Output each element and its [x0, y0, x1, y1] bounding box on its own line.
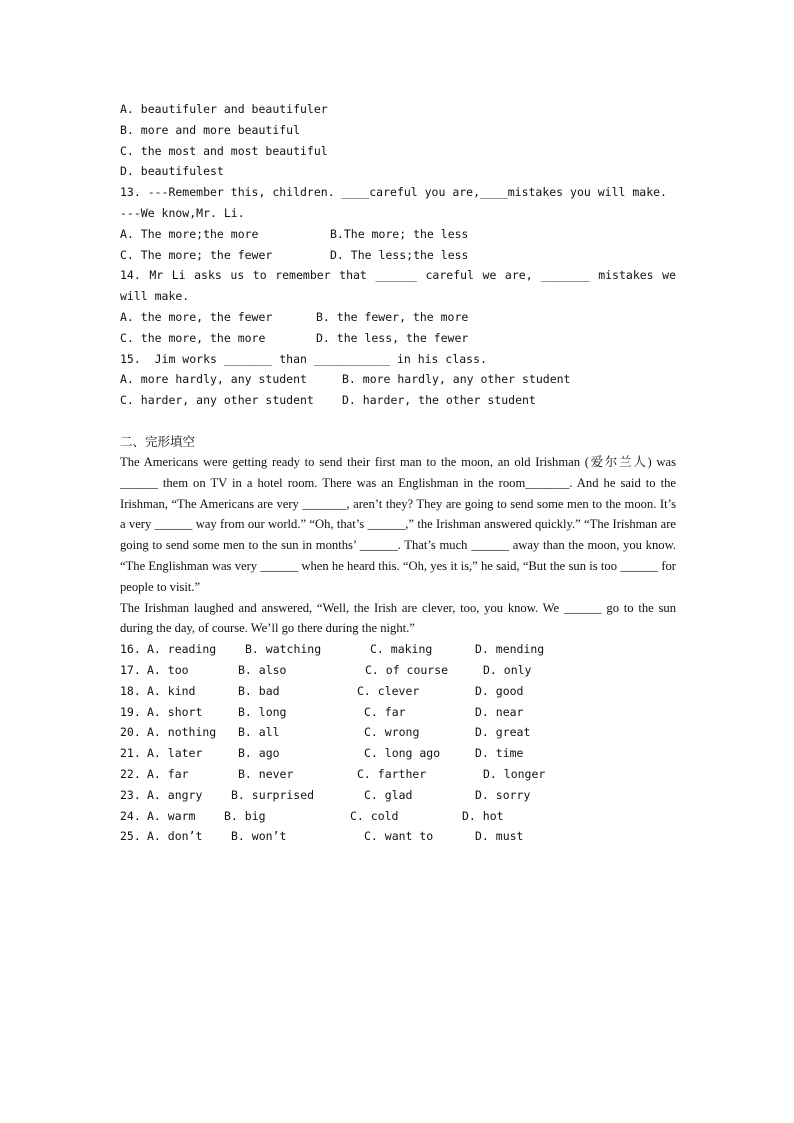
q15-option-b: B. more hardly, any other student	[342, 372, 571, 387]
option-d: D. only	[483, 662, 532, 677]
q14-options-row-2	[120, 328, 676, 349]
q14-stem: 14. Mr Li asks us to remember that ______ careful we are, _______ mistakes we will make.	[120, 268, 676, 304]
question-number: 20.	[120, 725, 141, 740]
question-number: 19.	[120, 704, 141, 719]
q14-option-b: B. the fewer, the more	[316, 309, 469, 324]
option-a: A. too	[147, 662, 189, 677]
q13-option-c: C. The more; the fewer	[120, 247, 273, 262]
q13-option-d: D. The less;the less	[330, 247, 469, 262]
q15-options-row-2	[120, 390, 676, 411]
option-b: B. bad	[238, 683, 280, 698]
section-gap	[120, 411, 676, 431]
q14-options-row-1	[120, 307, 676, 328]
option-d: D. sorry	[475, 787, 531, 802]
q14-option-c: C. the more, the more	[120, 330, 266, 345]
cloze-option-row	[120, 681, 676, 702]
option-a: A. nothing	[147, 725, 217, 740]
option-c: C. cold	[350, 808, 399, 823]
option-c: C. far	[364, 704, 406, 719]
option-a: A. far	[147, 766, 189, 781]
option-a: A. later	[147, 746, 203, 761]
option-a: A. don’t	[147, 829, 203, 844]
question-number: 17.	[120, 662, 141, 677]
option-d: D. longer	[483, 766, 546, 781]
cloze-passage-paragraph-1: The Americans were getting ready to send their first man to the moon, an old Irishman (爱尔兰人) was ______ them on TV in a hotel room. There was an Englishman in the room_______. And he said to the Irishman, “The Americans are very _______, aren’t they? They are going to send some men to the moon. It’s a very ______ way from our world.” “Oh, that’s ______,” the Irishman answered quickly.” “The Irishman are going to send some men to the sun in months’ ______. That’s much ______ away than the moon, you know. “The Englishman was very ______ when he heard this. “Oh, yes it is,” he said, “But the sun is too ______ for people to visit.”	[120, 454, 676, 594]
option-c: C. farther	[357, 766, 427, 781]
question-number: 24.	[120, 808, 141, 823]
option-c: C. of course	[365, 662, 449, 677]
q12-option-d: D. beautifulest	[120, 164, 224, 179]
q14-option-a: A. the more, the fewer	[120, 309, 273, 324]
option-a: A. warm	[147, 808, 196, 823]
cloze-passage-paragraph-2: The Irishman laughed and answered, “Well, the Irish are clever, too, you know. We ______ go to the sun during the day, of course. We’ll go there during the night.”	[120, 600, 676, 636]
option-a: A. short	[147, 704, 203, 719]
option-c: C. glad	[364, 787, 413, 802]
section-heading: 二、完形填空	[120, 433, 196, 449]
option-b: B. all	[238, 725, 280, 740]
q13-option-b: B.The more; the less	[330, 226, 469, 241]
option-b: B. watching	[245, 642, 322, 657]
q15-stem: 15. Jim works _______ than ___________ in his class.	[120, 351, 487, 366]
option-b: B. ago	[238, 746, 280, 761]
cloze-option-row	[120, 806, 676, 827]
cloze-option-row	[120, 660, 676, 681]
q15-option-a: A. more hardly, any student	[120, 372, 307, 387]
question-number: 21.	[120, 746, 141, 761]
option-d: D. time	[475, 746, 524, 761]
cloze-option-row	[120, 785, 676, 806]
option-d: D. good	[475, 683, 524, 698]
option-c: C. making	[370, 642, 433, 657]
q15-option-c: C. harder, any other student	[120, 393, 314, 408]
q13-stem: 13. ---Remember this, children. ____careful you are,____mistakes you will make.	[120, 185, 667, 200]
option-b: B. never	[238, 766, 294, 781]
q15-options-row-1	[120, 369, 676, 390]
q13-option-a: A. The more;the more	[120, 226, 259, 241]
option-c: C. want to	[364, 829, 434, 844]
option-b: B. surprised	[231, 787, 315, 802]
question-number: 25.	[120, 829, 141, 844]
option-d: D. mending	[475, 642, 545, 657]
option-b: B. also	[238, 662, 287, 677]
q12-option-c: C. the most and most beautiful	[120, 143, 328, 158]
option-d: D. great	[475, 725, 531, 740]
option-c: C. long ago	[364, 746, 441, 761]
cloze-options-list	[120, 639, 676, 847]
q12-option-b: B. more and more beautiful	[120, 122, 301, 137]
cloze-option-row	[120, 722, 676, 743]
option-d: D. hot	[462, 808, 504, 823]
cloze-option-row	[120, 639, 676, 660]
cloze-option-row	[120, 702, 676, 723]
q13-options-row-1	[120, 224, 676, 245]
cloze-option-row	[120, 826, 676, 847]
option-c: C. wrong	[364, 725, 420, 740]
question-number: 22.	[120, 766, 141, 781]
question-number: 18.	[120, 683, 141, 698]
option-c: C. clever	[357, 683, 420, 698]
question-number: 23.	[120, 787, 141, 802]
cloze-option-row	[120, 764, 676, 785]
q13-reply: ---We know,Mr. Li.	[120, 205, 245, 220]
q14-option-d: D. the less, the fewer	[316, 330, 469, 345]
option-a: A. kind	[147, 683, 196, 698]
option-d: D. must	[475, 829, 524, 844]
option-a: A. angry	[147, 787, 203, 802]
option-d: D. near	[475, 704, 524, 719]
question-number: 16.	[120, 642, 141, 657]
option-b: B. big	[224, 808, 266, 823]
q12-option-a: A. beautifuler and beautifuler	[120, 102, 328, 116]
worksheet-page	[120, 99, 676, 847]
option-b: B. won’t	[231, 829, 287, 844]
cloze-option-row	[120, 743, 676, 764]
q15-option-d: D. harder, the other student	[342, 393, 536, 408]
q13-options-row-2	[120, 245, 676, 266]
option-a: A. reading	[147, 642, 217, 657]
option-b: B. long	[238, 704, 287, 719]
